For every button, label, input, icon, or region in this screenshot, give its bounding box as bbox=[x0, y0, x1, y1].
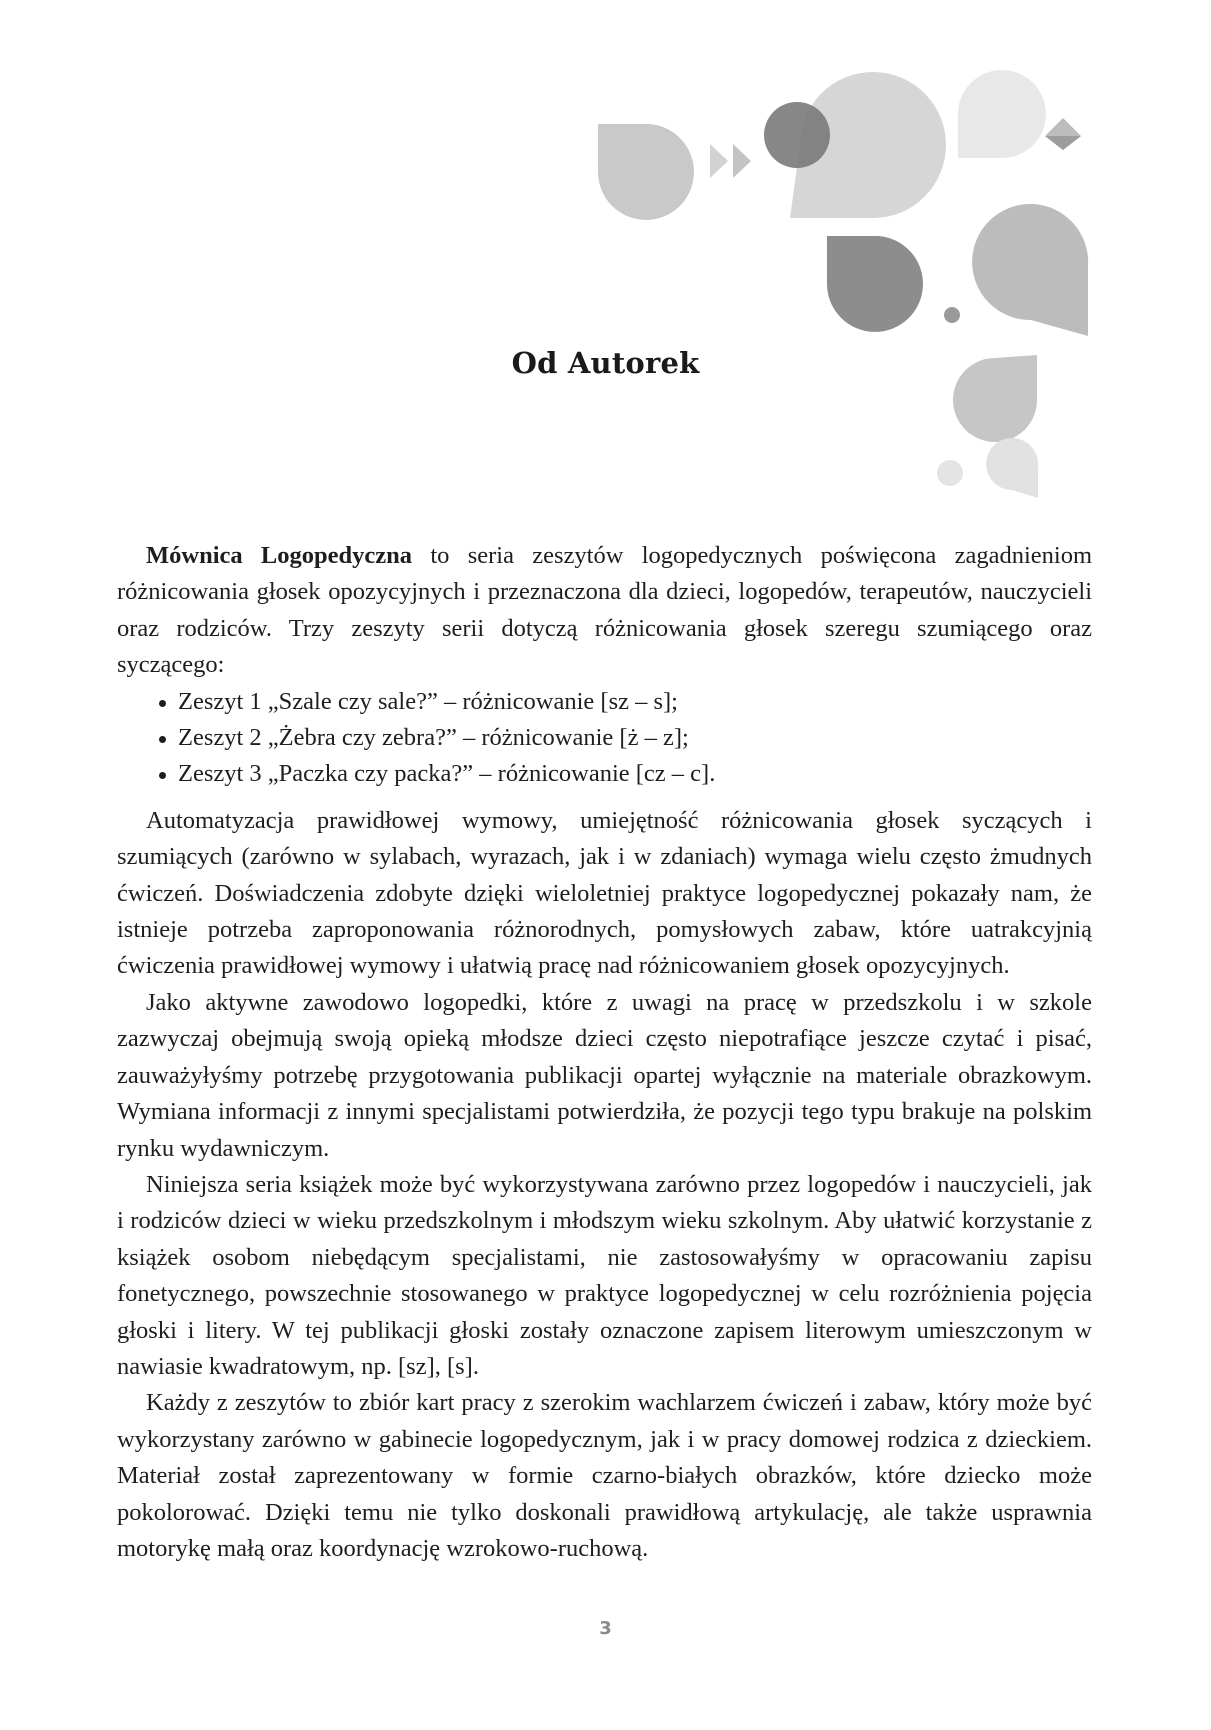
paragraph-automation: Automatyzacja prawidłowej wymowy, umiejętność różnicowania głosek syczących i szumiących (zarówno w sylabach, wyrazach, jak i w zdaniach) wymaga wielu często żmudnych ćwiczeń. Doświadczenia zdobyte dzięki wieloletniej praktyce logopedycznej pokazały nam, że istnieje potrzeba zaproponowania różnorodnych, pomysłowych zabaw, które uatrakcyjnią ćwiczenia prawidłowej wymowy i ułatwią pracę nad różnicowaniem głosek opozycyjnych. bbox=[117, 806, 1092, 980]
series-name: Mównica Logopedyczna bbox=[146, 542, 413, 569]
intro-paragraph bbox=[117, 538, 1092, 684]
page-title: Od Autorek bbox=[511, 346, 700, 380]
arrow-shape-1 bbox=[710, 144, 728, 178]
list-item: Zeszyt 3 „Paczka czy packa?” – różnicowanie [cz – c]. bbox=[178, 756, 1092, 792]
intro-text: to seria zeszytów logopedycznych poświęcona zagadnieniom różnicowania głosek opozycyjnych i przeznaczona dla dzieci, logopedów, terapeutów, nauczycieli oraz rodziców. Trzy zeszyty serii dotyczą różnicowania głosek szeregu szumiącego oraz syczącego: bbox=[117, 542, 1092, 679]
arrow-shape-2 bbox=[733, 144, 751, 178]
paragraph-worksheets: Każdy z zeszytów to zbiór kart pracy z szerokim wachlarzem ćwiczeń i zabaw, który może być wykorzystany zarówno w gabinecie logopedycznym, jak i w pracy domowej rodzica z dzieckiem. Materiał został zaprezentowany w formie czarno-białych obrazków, które dziecko może pokolorować. Dzięki temu nie tylko doskonali prawidłową artykulację, ale także usprawnia motorykę małą oraz koordynację wzrokowo-ruchową. bbox=[117, 1389, 1092, 1562]
teardrop-shape-dark bbox=[827, 236, 923, 332]
teardrop-shape-bottom bbox=[986, 438, 1038, 498]
paragraph-speech-therapists: Jako aktywne zawodowo logopedki, które z uwagi na pracę w przedszkolu i w szkole zazwyczaj obejmują swoją opieką młodsze dzieci często niepotrafiące jeszcze czytać i pisać, zauważyłyśmy potrzebę przygotowania publikacji opartej wyłącznie na materiale obrazkowym. Wymiana informacji z innymi specjalistami potwierdziła, że pozycji tego typu brakuje na polskim rynku wydawniczym. bbox=[117, 988, 1092, 1162]
diamond-shape-lower bbox=[1045, 136, 1081, 150]
dot-shape-small bbox=[944, 307, 960, 323]
list-item: Zeszyt 2 „Żebra czy zebra?” – różnicowanie [ż – z]; bbox=[178, 720, 1092, 756]
circle-shape-dark bbox=[764, 102, 830, 168]
paragraph-series-usage: Niniejsza seria książek może być wykorzystywana zarówno przez logopedów i nauczycieli, jak i rodziców dzieci w wieku przedszkolnym i młodszym wieku szkolnym. Aby ułatwić korzystanie z książek osobom niebędącym specjalistami, nie zastosowałyśmy w opracowaniu zapisu fonetycznego, powszechnie stosowanego w praktyce logopedycznej w celu rozróżnienia pojęcia głoski i litery. W tej publikacji głoski zostały oznaczone zapisem literowym umieszczonym w nawiasie kwadratowym, np. [sz], [s]. bbox=[117, 1170, 1092, 1380]
body-text bbox=[117, 538, 1092, 1567]
decorative-speech-bubbles bbox=[590, 60, 1090, 520]
list-item: Zeszyt 1 „Szale czy sale?” – różnicowanie [sz – s]; bbox=[178, 684, 1092, 720]
teardrop-shape-top-right bbox=[958, 70, 1046, 158]
dot-shape-bottom bbox=[937, 460, 963, 486]
bubble-shape-right bbox=[972, 204, 1088, 336]
page-number: 3 bbox=[599, 1618, 612, 1639]
notebook-list bbox=[117, 684, 1092, 793]
teardrop-shape-left bbox=[598, 124, 694, 220]
